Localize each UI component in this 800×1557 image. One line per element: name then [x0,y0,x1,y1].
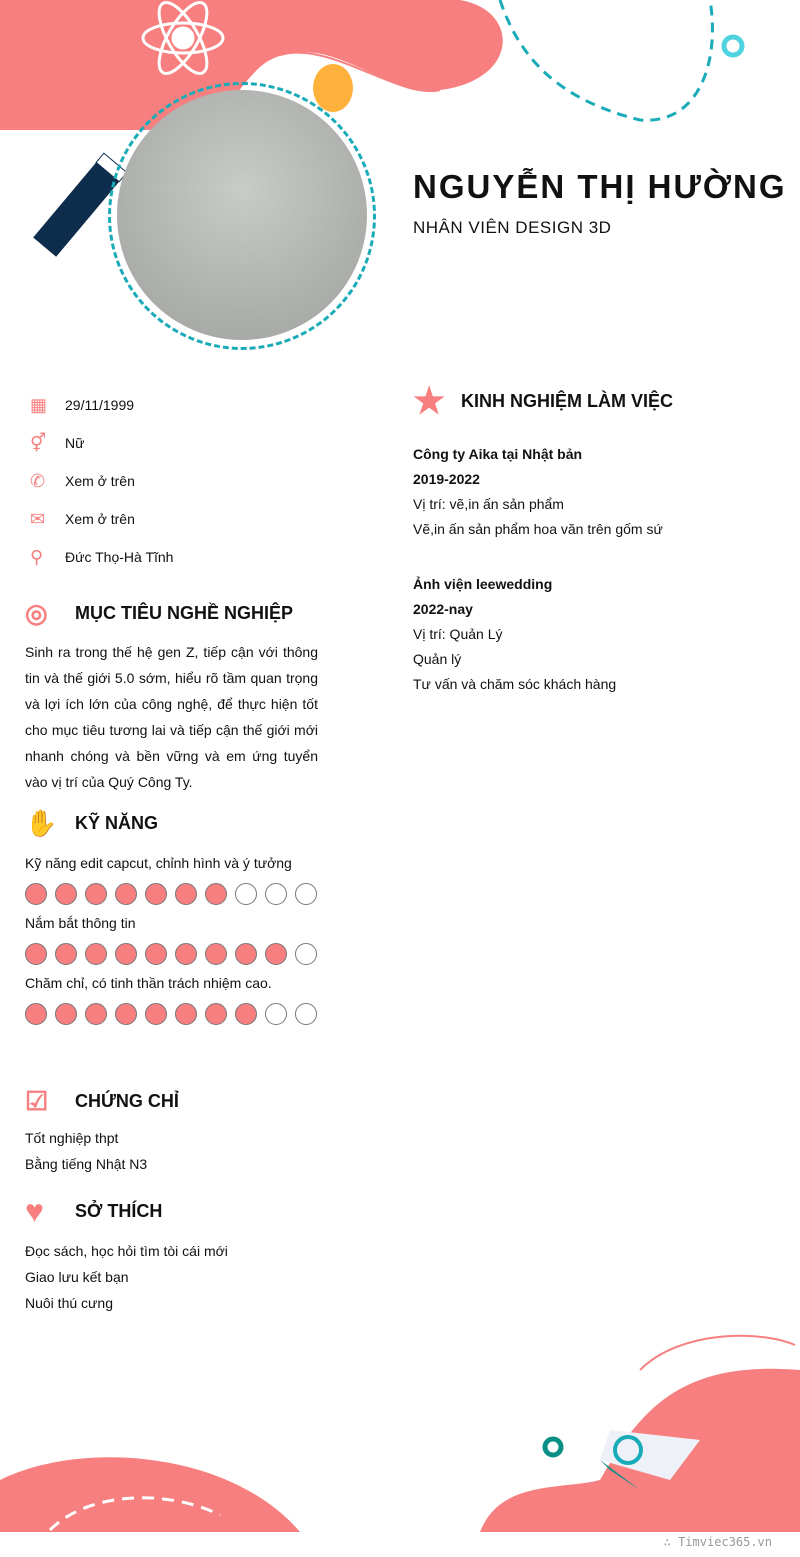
skill-name: Kỹ năng edit capcut, chỉnh hình và ý tưởng [25,855,292,871]
rating-dot [295,943,317,965]
rating-dot [145,1003,167,1025]
company: Công ty Aika tại Nhật bản [413,446,583,462]
period: 2022-nay [413,601,473,617]
heart-icon: ♥ [25,1193,44,1229]
rating-dot [235,943,257,965]
rating-dot [85,883,107,905]
rating-dot [145,883,167,905]
skills-section [25,808,318,1025]
contact-info [30,386,173,576]
rating-dot [235,883,257,905]
rating-dot [205,1003,227,1025]
rating-dot [85,943,107,965]
profile-photo [117,90,367,340]
rating-dot [115,1003,137,1025]
email: Xem ở trên [65,511,135,527]
skill-rating [25,943,318,965]
candidate-name: NGUYỄN THỊ HƯỜNG [413,168,787,205]
rating-dot [265,943,287,965]
company: Ảnh viện leewedding [413,576,553,592]
rating-dot [205,943,227,965]
rating-dot [55,943,77,965]
watermark: ∴ Timviec365.vn [663,1535,772,1549]
section-heading: CHỨNG CHỈ [75,1091,179,1111]
skill-rating [25,883,318,905]
job-detail: Quản lý [413,651,462,667]
star-icon: ★ [413,380,446,421]
phone: Xem ở trên [65,473,135,489]
rating-dot [145,943,167,965]
objective-section [25,598,318,795]
skill-rating [25,1003,318,1025]
gender: Nữ [65,435,85,451]
rating-dot [25,943,47,965]
rating-dot [265,1003,287,1025]
rating-dot [25,1003,47,1025]
address: Đức Thọ-Hà Tĩnh [65,549,174,565]
certificate-item: Bằng tiếng Nhật N3 [25,1156,148,1172]
rating-dot [175,883,197,905]
footer-decoration [0,1330,800,1532]
rating-dot [25,883,47,905]
skill-name: Nắm bắt thông tin [25,915,136,931]
rating-dot [265,883,287,905]
phone-icon: ✆ [30,470,46,491]
header-decoration [0,0,800,130]
certificates-section [25,1086,318,1177]
certificate-item: Tốt nghiệp thpt [25,1130,119,1146]
job-detail: Vị trí: Quản Lý [413,626,503,642]
section-heading: KINH NGHIỆM LÀM VIỆC [461,390,674,411]
hobby-item: Đọc sách, học hỏi tìm tòi cái mới [25,1243,228,1259]
skill-name: Chăm chỉ, có tinh thần trách nhiệm cao. [25,975,272,991]
rating-dot [295,1003,317,1025]
rating-dot [85,1003,107,1025]
location-icon: ⚲ [30,546,44,567]
calendar-icon: ▦ [30,394,48,415]
email-icon: ✉ [30,508,46,529]
section-heading: SỞ THÍCH [75,1201,163,1221]
gender-icon: ⚥ [30,432,47,453]
hobby-item: Giao lưu kết bạn [25,1269,129,1285]
rating-dot [175,943,197,965]
job-detail: Vẽ,in ấn sản phẩm hoa văn trên gốm sứ [413,521,663,537]
period: 2019-2022 [413,471,480,487]
rating-dot [295,883,317,905]
rating-dot [205,883,227,905]
hobbies-section [25,1193,318,1316]
hand-icon: ✋ [25,808,58,838]
job-title: NHÂN VIÊN DESIGN 3D [413,218,612,237]
rating-dot [235,1003,257,1025]
experience-section [413,380,673,422]
section-heading: MỤC TIÊU NGHỀ NGHIỆP [75,603,294,623]
rating-dot [115,943,137,965]
section-heading: KỸ NĂNG [75,813,159,833]
rating-dot [115,883,137,905]
job-detail: Tư vấn và chăm sóc khách hàng [413,676,617,692]
objective-text: Sinh ra trong thế hệ gen Z, tiếp cận với thông tin và thế giới 5.0 sớm, hiểu rõ tầm quan trọng và lợi ích lớn của công nghệ, để thực hiện tốt cho mục tiêu tương lai và tiếp cận thế giới mới nhanh chóng và bền vững và em ứng tuyển vào vị trí của Quý Công Ty. [25,644,318,790]
target-icon: ◎ [25,598,48,628]
job-detail: Vị trí: vẽ,in ấn sản phẩm [413,496,564,512]
birthdate: 29/11/1999 [65,397,135,413]
rating-dot [55,883,77,905]
rating-dot [175,1003,197,1025]
checklist-icon: ☑ [25,1086,49,1116]
rating-dot [55,1003,77,1025]
hobby-item: Nuôi thú cưng [25,1295,113,1311]
experience-list [413,442,663,697]
